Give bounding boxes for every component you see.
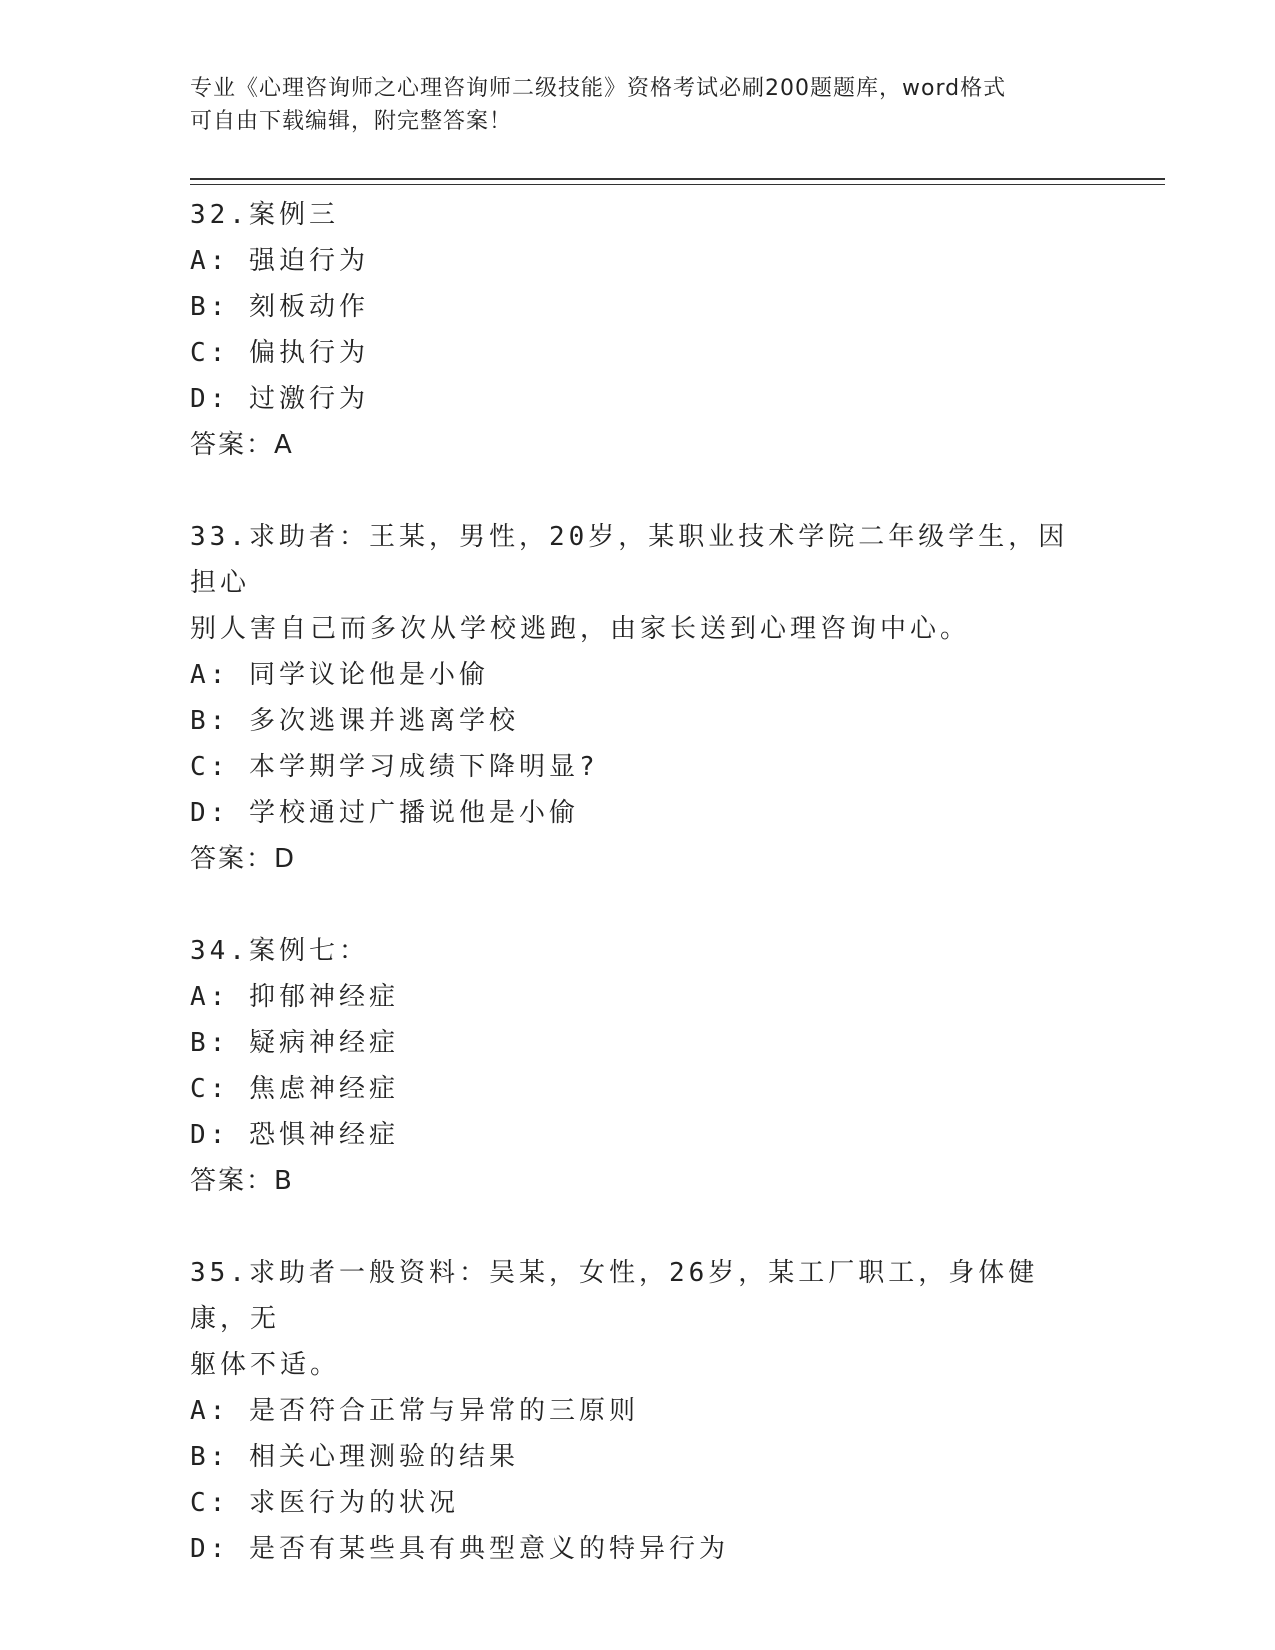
question-stem: 33.求助者：王某，男性，20岁，某职业技术学院二年级学生，因担心 xyxy=(190,522,1069,598)
option-d: D: 学校通过广播说他是小偷 xyxy=(190,798,579,828)
answer: 答案：D xyxy=(190,844,297,874)
question-list xyxy=(190,192,1090,1618)
option-a: A: 是否符合正常与异常的三原则 xyxy=(190,1396,639,1426)
header-line-1: 专业《心理咨询师之心理咨询师二级技能》资格考试必刷200题题库，word格式 xyxy=(190,76,1007,101)
question-stem: 34.案例七： xyxy=(190,936,369,966)
document-header xyxy=(190,72,1090,138)
header-divider xyxy=(190,178,1165,180)
header-line-2: 可自由下载编辑，附完整答案！ xyxy=(190,109,513,134)
option-c: C: 求医行为的状况 xyxy=(190,1488,459,1518)
option-c: C: 本学期学习成绩下降明显? xyxy=(190,752,599,782)
option-b: B: 刻板动作 xyxy=(190,292,369,322)
option-d: D: 是否有某些具有典型意义的特异行为 xyxy=(190,1534,729,1564)
question-stem: 35.求助者一般资料：吴某，女性，26岁，某工厂职工，身体健康，无 xyxy=(190,1258,1039,1334)
question-stem-continued: 别人害自己而多次从学校逃跑，由家长送到心理咨询中心。 xyxy=(190,614,971,644)
option-b: B: 疑病神经症 xyxy=(190,1028,399,1058)
option-d: D: 恐惧神经症 xyxy=(190,1120,399,1150)
option-c: C: 焦虑神经症 xyxy=(190,1074,399,1104)
question-32 xyxy=(190,192,1090,468)
answer: 答案：A xyxy=(190,430,294,460)
option-a: A: 同学议论他是小偷 xyxy=(190,660,489,690)
question-stem: 32.案例三 xyxy=(190,200,339,230)
question-stem-continued: 躯体不适。 xyxy=(190,1350,341,1380)
option-a: A: 抑郁神经症 xyxy=(190,982,399,1012)
header-divider-thin xyxy=(190,184,1165,185)
question-35 xyxy=(190,1250,1090,1572)
option-b: B: 多次逃课并逃离学校 xyxy=(190,706,519,736)
option-c: C: 偏执行为 xyxy=(190,338,369,368)
answer: 答案：B xyxy=(190,1166,294,1196)
option-a: A: 强迫行为 xyxy=(190,246,369,276)
question-33 xyxy=(190,514,1090,882)
option-b: B: 相关心理测验的结果 xyxy=(190,1442,519,1472)
question-34 xyxy=(190,928,1090,1204)
option-d: D: 过激行为 xyxy=(190,384,369,414)
